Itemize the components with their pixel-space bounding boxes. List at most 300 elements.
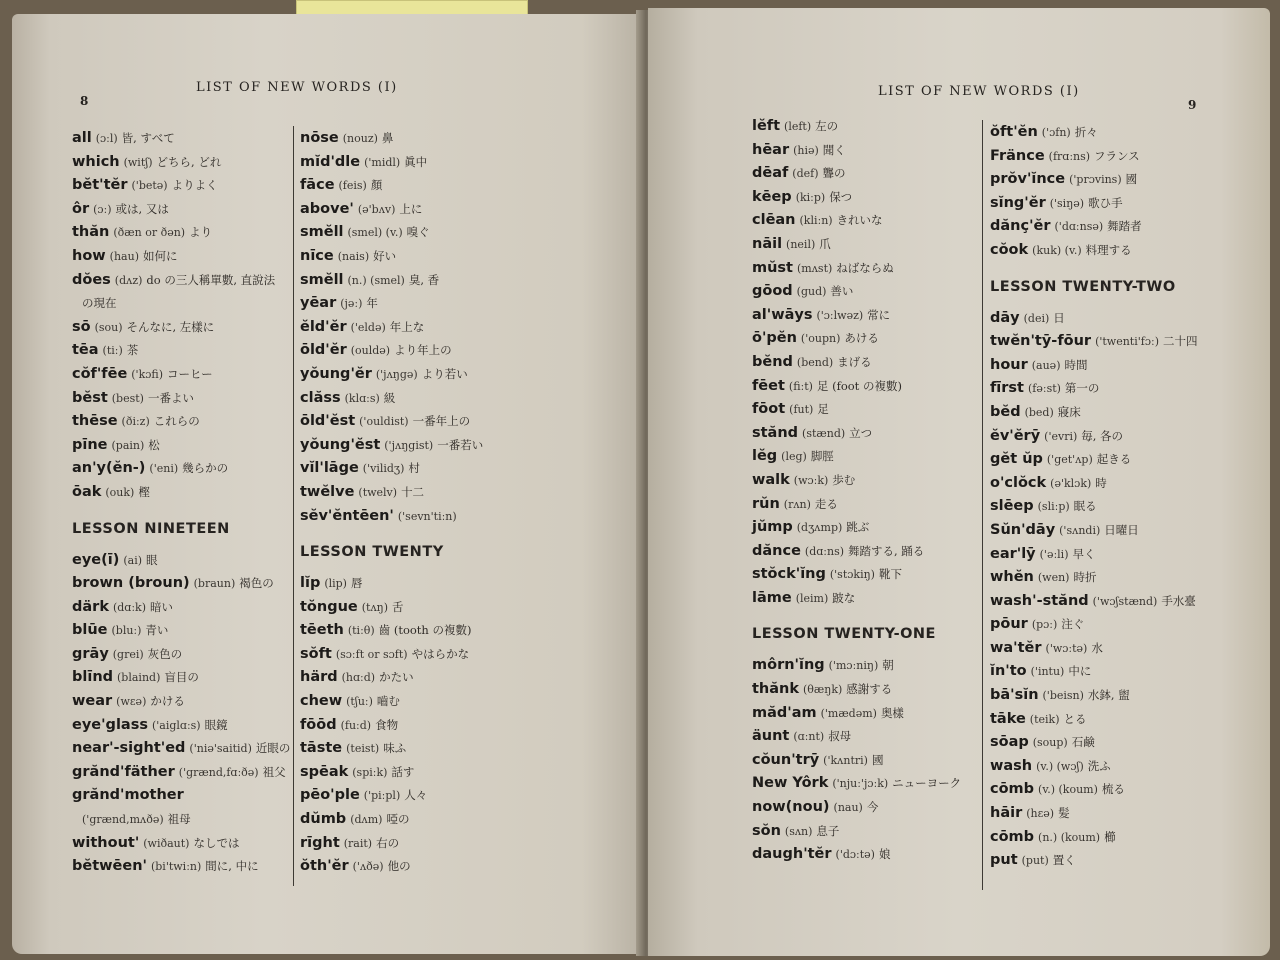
headword: pēo'ple — [300, 787, 360, 804]
headword: măd'am — [752, 704, 817, 721]
headword: jŭmp — [752, 519, 793, 536]
pronunciation: (nais) — [337, 249, 370, 263]
vocab-entry — [990, 683, 1220, 707]
vocab-entry — [990, 144, 1220, 168]
pronunciation: (frɑːns) — [1048, 149, 1091, 163]
japanese-gloss: 啞の — [386, 812, 410, 827]
headword: kēep — [752, 188, 792, 205]
japanese-gloss: 跳ぶ — [846, 520, 870, 535]
headword: blīnd — [72, 669, 114, 686]
vocab-entry — [72, 760, 298, 784]
pronunciation: (witʃ) — [123, 155, 153, 169]
vocab-entry — [990, 400, 1220, 424]
japanese-gloss: 爪 — [819, 236, 831, 251]
japanese-gloss: 暗い — [149, 599, 173, 614]
headword: which — [72, 153, 120, 170]
pronunciation: (leg) — [781, 450, 807, 464]
japanese-gloss: 歩む — [832, 472, 856, 487]
japanese-gloss: 日曜日 — [1104, 522, 1139, 537]
vocab-entry — [72, 386, 298, 410]
vocab-entry — [990, 754, 1220, 778]
japanese-gloss: より若い — [421, 366, 468, 381]
japanese-gloss: あける — [844, 331, 879, 346]
pronunciation: (kuk) (v.) — [1032, 243, 1082, 257]
japanese-gloss: 足 — [817, 402, 829, 417]
vocab-entry — [300, 126, 550, 150]
japanese-gloss: 時 — [1095, 475, 1107, 490]
japanese-gloss: 今 — [866, 800, 879, 815]
pronunciation: (best) — [111, 391, 144, 405]
pronunciation: (sɔːft or sɔft) — [335, 647, 408, 661]
page-header: LIST OF NEW WORDS (I) — [878, 84, 1080, 99]
pronunciation: (smel) (v.) — [347, 226, 403, 240]
headword: now(nou) — [752, 799, 830, 816]
japanese-gloss: より年上の — [394, 343, 452, 358]
japanese-gloss: 料理する — [1085, 242, 1132, 257]
headword: grāy — [72, 645, 109, 662]
headword: dănce — [752, 542, 801, 559]
japanese-gloss: どちら, どれ — [156, 154, 222, 169]
japanese-gloss: 間に, 中に — [205, 859, 259, 874]
vocab-entry — [752, 748, 980, 772]
japanese-gloss: 舌 — [392, 599, 404, 614]
vocab-entry — [72, 618, 298, 642]
pronunciation: ('midl) — [364, 155, 401, 169]
vocab-entry — [752, 842, 980, 866]
vocab-entry — [990, 191, 1220, 215]
pronunciation: ('əːli) — [1039, 547, 1069, 561]
vocab-entry — [72, 480, 298, 504]
headword: stănd — [752, 424, 799, 441]
headword: äunt — [752, 728, 790, 745]
vocab-entry — [990, 214, 1220, 238]
headword: yŏung'ĕr — [300, 365, 372, 382]
headword: dŭmb — [300, 811, 347, 828]
japanese-gloss: 毎, 各の — [1081, 428, 1124, 443]
pronunciation: ('jʌŋgist) — [384, 438, 434, 452]
pronunciation: (wɔːk) — [793, 473, 829, 487]
pronunciation: ('ʌðə) — [352, 860, 384, 874]
vocab-entry — [300, 386, 550, 410]
japanese-gloss: 眠る — [1073, 499, 1097, 514]
vocab-entry — [990, 167, 1220, 191]
vocab-entry — [752, 562, 980, 586]
vocab-entry — [72, 362, 298, 386]
vocab-entry — [752, 138, 980, 162]
headword: wash'-stănd — [990, 592, 1089, 609]
headword: sĭng'ĕr — [990, 194, 1046, 211]
pronunciation: ('kʌntri) — [823, 753, 868, 767]
vocab-entry — [300, 197, 550, 221]
pronunciation: (klɑːs) — [344, 391, 380, 405]
vocab-entry — [72, 244, 298, 268]
headword: smĕll — [300, 224, 344, 241]
vocab-entry — [300, 362, 550, 386]
vocab-entry — [752, 539, 980, 563]
pronunciation: ('twenti'fɔː) — [1095, 335, 1159, 349]
pronunciation: (pɔː) — [1031, 618, 1058, 632]
lesson-heading: LESSON TWENTY — [300, 544, 444, 561]
vocab-entry — [752, 303, 980, 327]
headword: cŏf'fēe — [72, 365, 128, 382]
vocab-entry — [752, 653, 980, 677]
japanese-gloss: 叔母 — [828, 729, 852, 744]
headword: nāil — [752, 235, 783, 252]
vocab-entry — [990, 707, 1220, 731]
japanese-gloss: 娘 — [878, 847, 891, 862]
headword: above' — [300, 200, 354, 217]
vocab-entry — [300, 291, 550, 315]
headword: lĭp — [300, 575, 321, 592]
japanese-gloss: 人々 — [404, 788, 428, 803]
pronunciation: (wɛə) — [116, 695, 147, 709]
vocab-entry — [752, 185, 980, 209]
japanese-gloss: 松 — [148, 437, 160, 452]
japanese-gloss: 手水臺 — [1161, 593, 1196, 608]
japanese-gloss: 舞踏者 — [1107, 219, 1142, 234]
japanese-gloss: 起きる — [1096, 452, 1132, 467]
pronunciation: (fəːst) — [1027, 382, 1061, 396]
japanese-gloss: 十二 — [401, 484, 425, 499]
headword: yŏung'ĕst — [300, 436, 381, 453]
headword: walk — [752, 471, 790, 488]
pronunciation: (mʌst) — [796, 261, 833, 275]
pronunciation: ('aiglɑːs) — [151, 718, 201, 732]
pronunciation: ('njuː'jɔːk) — [832, 777, 889, 791]
vocab-entry — [752, 397, 980, 421]
pronunciation: ('intu) — [1030, 665, 1065, 679]
headword: ōak — [72, 483, 102, 500]
headword: near'-sight'ed — [72, 740, 186, 757]
pronunciation: (teik) — [1029, 712, 1060, 726]
japanese-gloss: かたい — [379, 670, 414, 685]
headword: tāste — [300, 740, 343, 757]
pronunciation: (fiːt) — [788, 379, 813, 393]
vocab-entry — [72, 665, 298, 689]
vocab-entry — [752, 161, 980, 185]
headword: stŏck'ĭng — [752, 566, 826, 583]
japanese-gloss: とる — [1063, 711, 1087, 726]
vocab-entry — [72, 807, 298, 831]
pronunciation: (dei) — [1023, 311, 1050, 325]
vocab-entry — [72, 150, 298, 174]
headword: rŭn — [752, 495, 780, 512]
vocab-entry — [752, 795, 980, 819]
headword: all — [72, 130, 92, 146]
vocab-entry — [990, 518, 1220, 542]
headword: därk — [72, 598, 109, 615]
pronunciation: ('siŋə) — [1049, 196, 1085, 210]
vocab-entry — [990, 730, 1220, 754]
japanese-gloss: 保つ — [829, 189, 853, 204]
headword: tēa — [72, 342, 99, 359]
japanese-gloss: 國 — [871, 752, 884, 767]
headword: sŏft — [300, 645, 332, 662]
japanese-gloss: 臭, 香 — [408, 272, 440, 287]
japanese-gloss: 水 — [1091, 640, 1103, 655]
pronunciation: ('sevn'tiːn) — [397, 509, 457, 523]
vocab-entry — [752, 677, 980, 701]
japanese-gloss: 嚙む — [376, 694, 400, 709]
pronunciation: (gud) — [796, 285, 827, 299]
headword: slēep — [990, 498, 1034, 515]
vocab-entry — [300, 433, 550, 457]
vocab-entry — [72, 315, 298, 339]
vocab-entry — [300, 665, 550, 689]
pronunciation: (tʃuː) — [346, 695, 373, 709]
vocab-entry — [752, 468, 980, 492]
headword: wash — [990, 757, 1033, 774]
japanese-gloss: 中に — [1068, 664, 1092, 679]
japanese-gloss: きれいな — [836, 213, 883, 228]
japanese-gloss: do の三人稱單數, 直說法 — [146, 272, 276, 287]
vocab-entry — [72, 409, 298, 433]
vocab-entry — [72, 126, 298, 150]
japanese-gloss: 息子 — [816, 823, 840, 838]
headword: Sŭn'dāy — [990, 521, 1056, 538]
japanese-gloss: これらの — [153, 414, 200, 429]
japanese-gloss: 眞中 — [404, 154, 428, 169]
japanese-gloss: 一番年上の — [412, 414, 471, 429]
vocab-entry — [752, 326, 980, 350]
word-column-right-2 — [990, 120, 1220, 872]
vocab-entry — [990, 329, 1220, 353]
headword: fōot — [752, 401, 786, 418]
vocab-entry — [752, 586, 980, 610]
japanese-gloss: 祖父 — [262, 764, 286, 779]
vocab-entry — [300, 409, 550, 433]
headword: tŏngue — [300, 598, 358, 615]
pronunciation: ('wɔːtə) — [1045, 641, 1088, 655]
vocab-entry — [990, 565, 1220, 589]
japanese-gloss: 早く — [1072, 546, 1096, 561]
vocab-entry — [72, 173, 298, 197]
headword: mŭst — [752, 259, 793, 276]
vocab-entry — [990, 238, 1220, 262]
japanese-gloss: 茶 — [126, 343, 139, 358]
headword: smĕll — [300, 271, 344, 288]
headword: cōmb — [990, 828, 1035, 845]
pronunciation: (hɑːd) — [341, 671, 376, 685]
vocab-entry — [752, 232, 980, 256]
japanese-gloss: 梳る — [1101, 782, 1125, 797]
headword: clăss — [300, 389, 341, 406]
pronunciation: (stænd) — [802, 426, 846, 440]
lesson-heading: LESSON TWENTY-TWO — [990, 278, 1176, 295]
pronunciation: (tiː) — [102, 344, 123, 358]
japanese-gloss: 寢床 — [1057, 404, 1081, 419]
headword: rīght — [300, 834, 340, 851]
headword: cŏok — [990, 241, 1029, 258]
japanese-gloss: 石鹸 — [1071, 735, 1095, 750]
headword: lĕft — [752, 118, 781, 134]
headword: daugh'tĕr — [752, 846, 832, 863]
vocab-entry — [300, 618, 550, 642]
japanese-gloss: 走る — [814, 496, 838, 511]
japanese-gloss: やはらかな — [411, 646, 470, 661]
headword: härd — [300, 669, 338, 686]
vocab-entry — [990, 306, 1220, 330]
pronunciation: ('stɔkiŋ) — [829, 568, 875, 582]
pronunciation: (ai) — [123, 553, 143, 567]
japanese-gloss: 一番よい — [147, 390, 194, 405]
headword: al'wāys — [752, 306, 813, 323]
pronunciation: (sliːp) — [1037, 500, 1070, 514]
left-page — [12, 14, 645, 954]
pronunciation: (def) — [792, 167, 819, 181]
pronunciation: (nau) — [833, 801, 863, 815]
japanese-gloss: 皆, すべて — [121, 131, 175, 145]
japanese-gloss: 跛な — [832, 590, 856, 605]
headword: dŏes — [72, 271, 111, 288]
pronunciation: ('prɔvins) — [1069, 173, 1122, 187]
vocab-entry — [300, 338, 550, 362]
right-page — [648, 8, 1270, 956]
headword: bĕnd — [752, 353, 793, 370]
japanese-gloss: 年上な — [389, 319, 425, 334]
pronunciation: (hiə) — [793, 143, 819, 157]
pronunciation: ('eni) — [149, 462, 179, 476]
vocab-entry — [990, 848, 1220, 872]
vocab-entry — [990, 636, 1220, 660]
pronunciation: (bi'twiːn) — [150, 860, 202, 874]
japanese-gloss: 折々 — [1074, 125, 1098, 139]
vocab-entry — [72, 831, 298, 855]
vocab-entry — [72, 854, 298, 878]
headword: fēet — [752, 377, 785, 394]
pronunciation: (ɑːnt) — [793, 730, 825, 744]
pronunciation: (dʌz) — [114, 273, 143, 287]
headword: ō'pĕn — [752, 330, 797, 347]
japanese-gloss: 祖母 — [167, 812, 191, 827]
vocab-entry — [300, 736, 550, 760]
pronunciation: (spiːk) — [352, 765, 388, 779]
headword: bā'sĭn — [990, 687, 1039, 704]
japanese-gloss: そんなに, 左樣に — [126, 319, 215, 334]
headword: chew — [300, 693, 343, 710]
headword: sŏn — [752, 822, 781, 839]
headword: Fränce — [990, 147, 1045, 164]
pronunciation: (ðæn or ðən) — [113, 226, 186, 240]
pronunciation: (ə'klɔk) — [1050, 476, 1092, 490]
headword: dănç'ĕr — [990, 218, 1051, 235]
headword: cŏun'trȳ — [752, 751, 820, 768]
japanese-gloss: 鼻 — [381, 131, 394, 145]
headword: gōod — [752, 283, 793, 300]
pronunciation: (dʌm) — [350, 813, 383, 827]
pronunciation: (wiðaut) — [143, 836, 190, 850]
vocab-entry — [72, 197, 298, 221]
headword: sō — [72, 318, 91, 335]
japanese-gloss: 眼 — [146, 552, 158, 567]
vocab-entry — [990, 542, 1220, 566]
japanese-gloss: 第一の — [1064, 381, 1100, 396]
japanese-gloss: 嗅ぐ — [406, 225, 430, 240]
vocab-entry — [300, 150, 550, 174]
japanese-gloss: 級 — [383, 390, 396, 405]
pronunciation: ('beisn) — [1042, 689, 1084, 703]
pronunciation: ('get'ʌp) — [1046, 453, 1093, 467]
japanese-gloss: 常に — [867, 307, 891, 322]
pronunciation: (sou) — [94, 320, 123, 334]
pronunciation: (kliːn) — [799, 214, 833, 228]
pronunciation: (leim) — [795, 591, 829, 605]
headword: grănd'mother — [72, 787, 184, 804]
japanese-gloss: 舞踏する, 踊る — [848, 543, 925, 558]
headword: ōld'ĕr — [300, 342, 347, 359]
headword: sōap — [990, 734, 1029, 751]
vocab-entry — [300, 571, 550, 595]
japanese-gloss: 水鉢, 盥 — [1087, 688, 1130, 703]
vocab-entry — [300, 854, 550, 878]
headword: prŏv'ĭnce — [990, 171, 1066, 188]
vocab-entry — [72, 783, 298, 807]
japanese-gloss: 如何に — [142, 248, 178, 263]
headword: eye'glass — [72, 716, 148, 733]
headword: ōld'ĕst — [300, 413, 356, 430]
japanese-gloss: 靴下 — [878, 567, 902, 582]
vocab-entry — [990, 471, 1220, 495]
headword: ĕld'ĕr — [300, 318, 347, 335]
headword: fīrst — [990, 380, 1024, 397]
pronunciation: ('dɔːtə) — [835, 848, 875, 862]
headword: thēse — [72, 413, 118, 430]
vocab-entry — [300, 783, 550, 807]
vocab-entry — [990, 447, 1220, 471]
japanese-gloss: 足 (foot の複數) — [816, 378, 902, 393]
pronunciation: (ouldə) — [350, 344, 391, 358]
pronunciation: ('sʌndi) — [1059, 523, 1101, 537]
pronunciation: (tʌŋ) — [361, 600, 389, 614]
japanese-gloss: かける — [150, 694, 185, 709]
vocab-entry — [752, 701, 980, 725]
headword: tēeth — [300, 622, 344, 639]
headword: hour — [990, 356, 1028, 373]
lesson-heading: LESSON NINETEEN — [72, 520, 230, 537]
vocab-entry — [300, 504, 550, 528]
pronunciation: (n.) (smel) — [347, 273, 405, 287]
pronunciation: (jəː) — [340, 297, 363, 311]
headword: wear — [72, 693, 113, 710]
japanese-gloss: 感謝する — [846, 682, 893, 697]
headword: without' — [72, 834, 140, 851]
japanese-gloss: 左の — [815, 119, 839, 133]
japanese-gloss: 唇 — [350, 576, 363, 591]
japanese-gloss: 右の — [376, 835, 400, 850]
pronunciation: ('grænd,fɑːðə) — [178, 765, 259, 779]
pronunciation: ('niə'saitid) — [189, 742, 252, 756]
pronunciation: (ɔːl) — [95, 132, 118, 145]
vocab-entry — [752, 208, 980, 232]
page-number: 8 — [80, 94, 89, 108]
japanese-gloss: 時折 — [1073, 570, 1097, 585]
headword: twĕn'tȳ-fōur — [990, 333, 1092, 350]
pronunciation: ('oupn) — [800, 332, 841, 346]
lesson-heading: LESSON TWENTY-ONE — [752, 626, 936, 643]
pronunciation: (twelv) — [358, 485, 398, 499]
japanese-gloss: 國 — [1125, 172, 1138, 187]
pronunciation: (fuːd) — [340, 718, 372, 732]
japanese-gloss: よりよく — [171, 178, 218, 193]
pronunciation: (ə'bʌv) — [357, 202, 396, 216]
pronunciation: (left) — [784, 120, 812, 133]
vocab-entry — [300, 642, 550, 666]
vocab-entry — [990, 801, 1220, 825]
japanese-gloss: 一番若い — [437, 437, 484, 452]
japanese-gloss: 眼鏡 — [204, 717, 228, 732]
vocab-entry — [990, 659, 1220, 683]
vocab-entry — [300, 760, 550, 784]
